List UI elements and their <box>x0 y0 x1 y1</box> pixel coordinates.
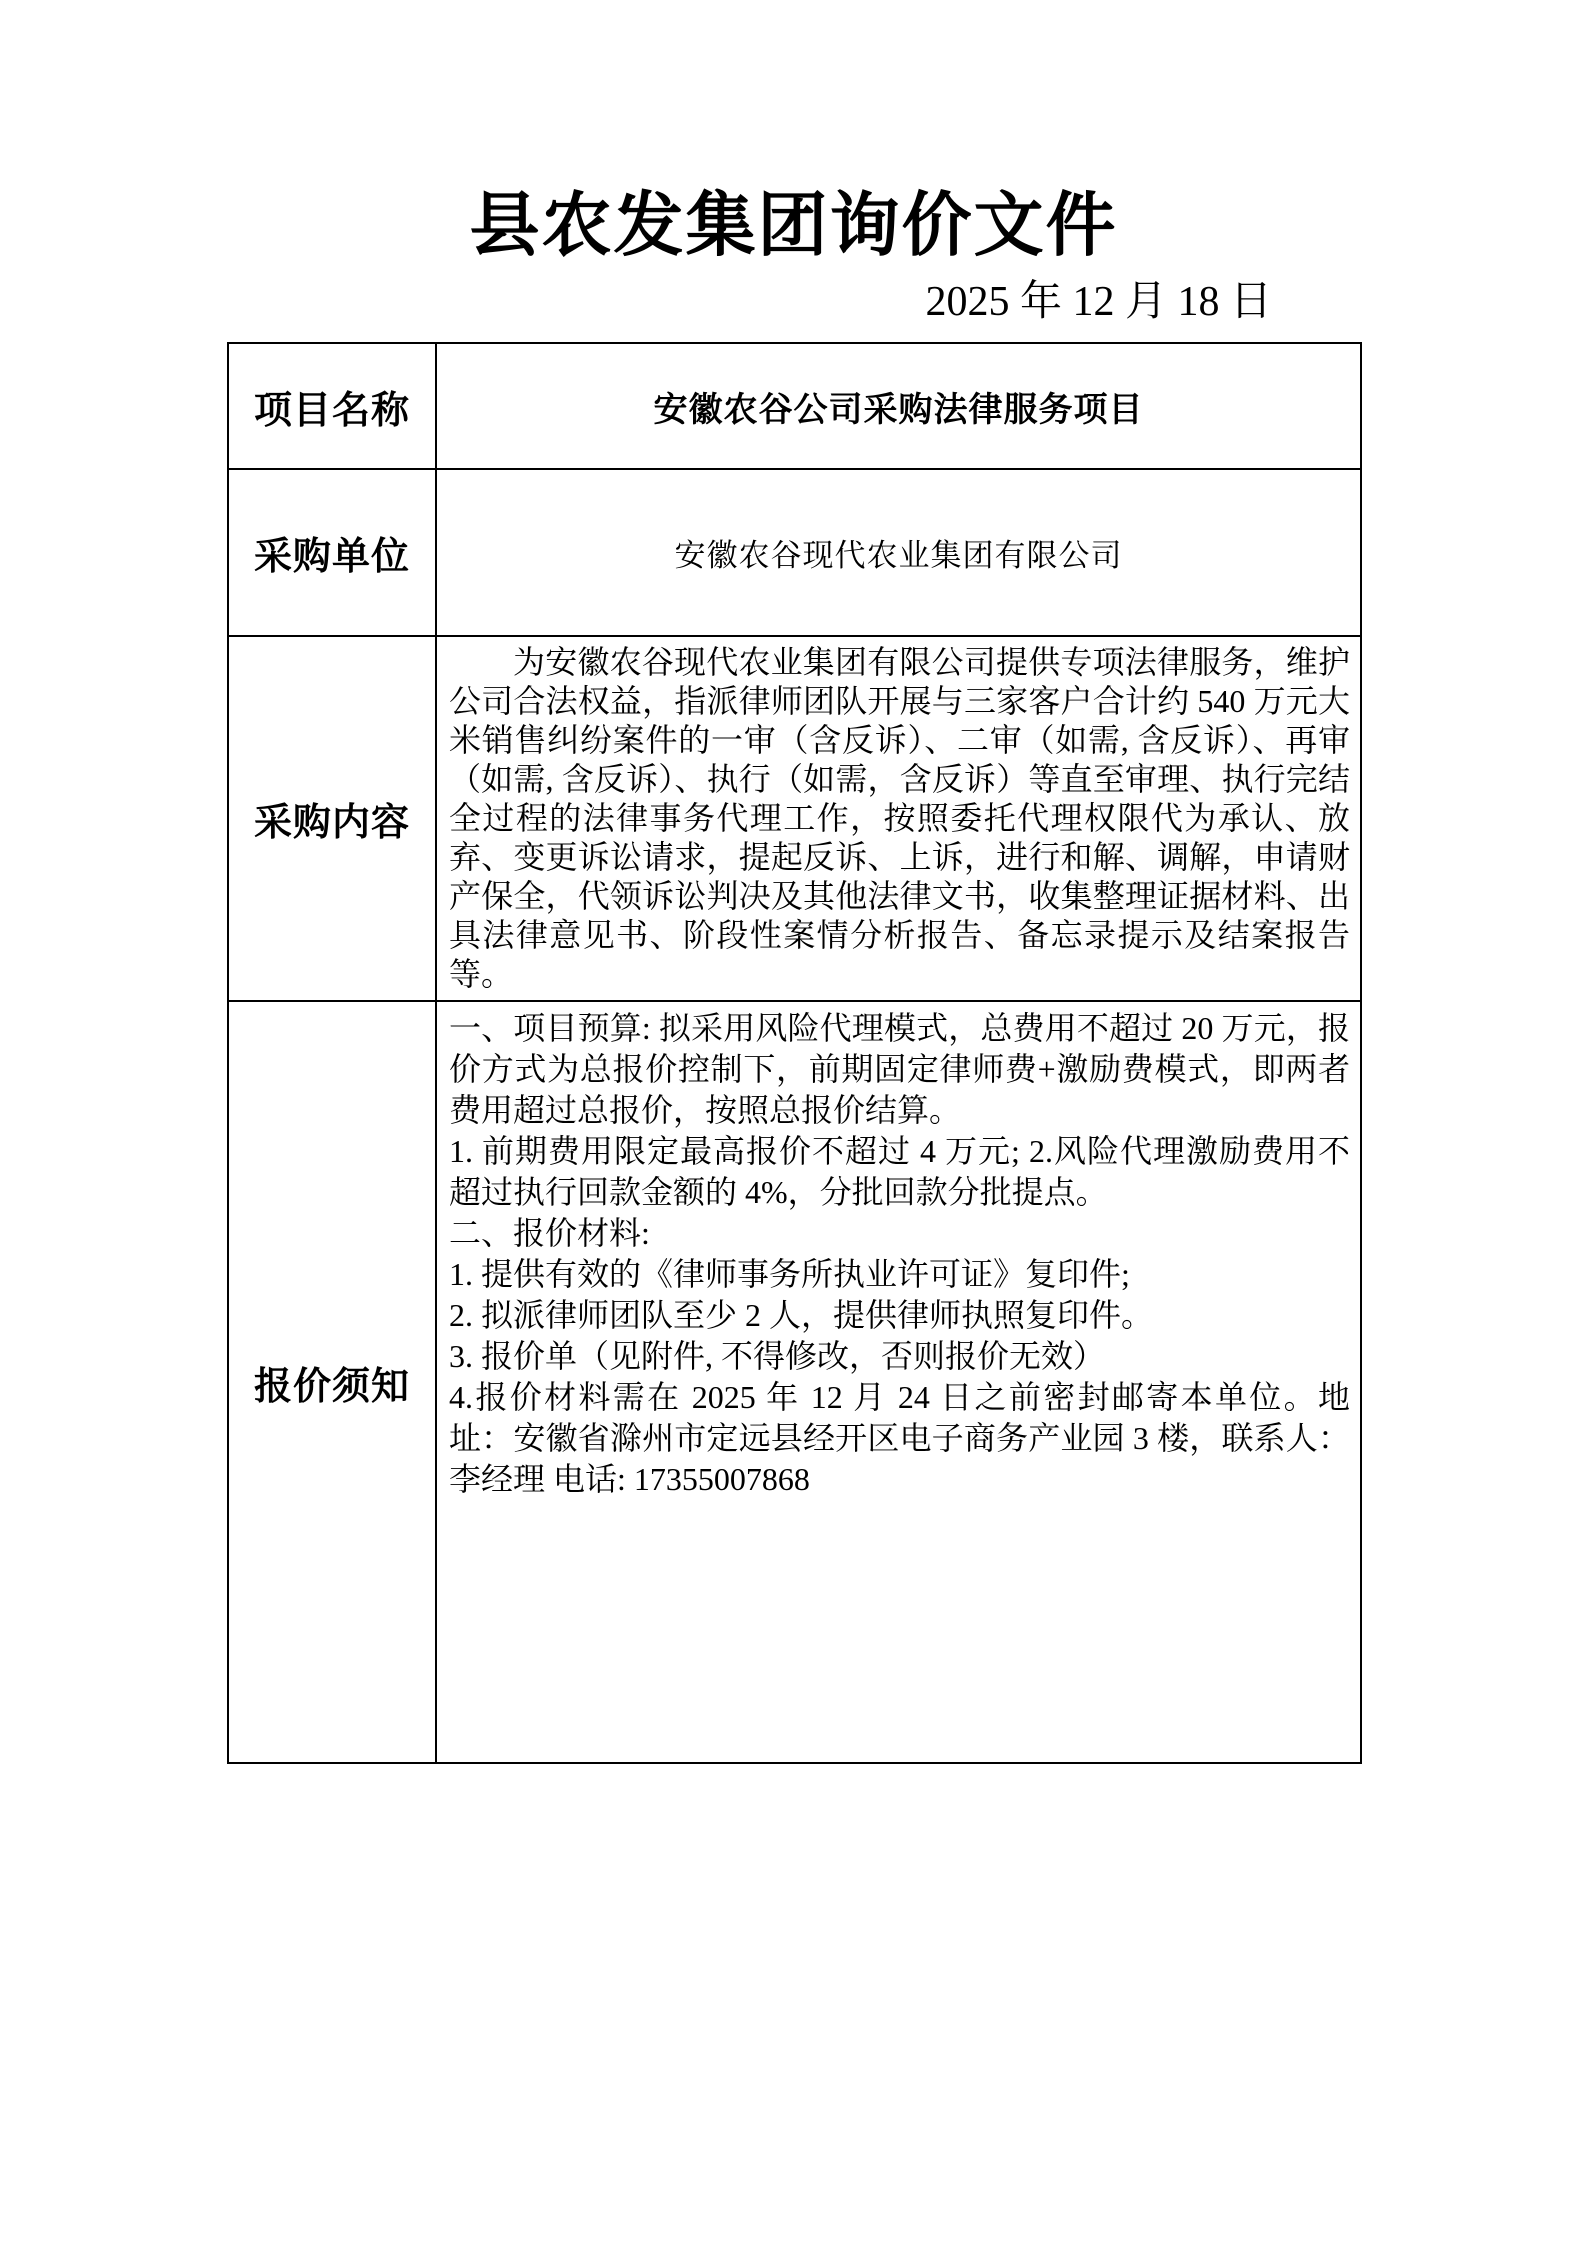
notice-paragraph-license-copy: 1. 提供有效的《律师事务所执业许可证》复印件; <box>449 1256 1130 1293</box>
project-name-value: 安徽农谷公司采购法律服务项目 <box>653 390 1144 429</box>
row-label-procurement-content: 采购内容 <box>228 636 436 1001</box>
row-label-quotation-notice: 报价须知 <box>228 1001 436 1763</box>
table-row-quotation-notice <box>228 1001 1361 1763</box>
inquiry-table <box>227 342 1362 1764</box>
procurement-content-paragraph: 为安徽农谷现代农业集团有限公司提供专项法律服务，维护公司合法权益，指派律师团队开展与三家客户合计约 540 万元大米销售纠纷案件的一审（含反诉）、二审（如需, 含反诉）、再审（如需, 含反诉）、执行（如需，含反诉）等直至审理、执行完结全过程的法律事务代理工作，按照委托代理权限代为承认、放弃、变更诉讼请求，提起反诉、上诉，进行和解、调解，申请财产保全，代领诉讼判决及其他法律文书，收集整理证据材料、出具法律意见书、阶段性案情分析报告、备忘录提示及结案报告等。 <box>449 644 1350 993</box>
notice-paragraph-fee-limits: 1. 前期费用限定最高报价不超过 4 万元; 2.风险代理激励费用不超过执行回款金额的 4%，分批回款分批提点。 <box>449 1133 1350 1211</box>
document-title: 县农发集团询价文件 <box>469 186 1118 264</box>
project-name-cell <box>436 343 1361 469</box>
table-row-purchaser <box>228 469 1361 636</box>
notice-paragraph-lawyer-team: 2. 拟派律师团队至少 2 人，提供律师执照复印件。 <box>449 1297 1154 1334</box>
quotation-notice-cell <box>436 1001 1361 1763</box>
notice-paragraph-budget: 一、项目预算: 拟采用风险代理模式，总费用不超过 20 万元，报价方式为总报价控制下，前期固定律师费+激励费模式，即两者费用超过总报价，按照总报价结算。 <box>449 1010 1350 1129</box>
notice-paragraph-materials-heading: 二、报价材料: <box>449 1215 650 1252</box>
purchaser-cell <box>436 469 1361 636</box>
row-label-project-name: 项目名称 <box>228 343 436 469</box>
notice-paragraph-mailing-address: 4.报价材料需在 2025 年 12 月 24 日之前密封邮寄本单位。地址：安徽省滁州市定远县经开区电子商务产业园 3 楼，联系人： 李经理 电话: 17355007868 <box>449 1379 1350 1498</box>
table-row-project-name <box>228 343 1361 469</box>
notice-paragraph-quotation-form: 3. 报价单（见附件, 不得修改，否则报价无效） <box>449 1338 1106 1375</box>
table-row-procurement-content <box>228 636 1361 1001</box>
row-label-purchaser: 采购单位 <box>228 469 436 636</box>
document-date: 2025 年 12 月 18 日 <box>925 279 1272 326</box>
procurement-content-cell <box>436 636 1361 1001</box>
purchaser-value: 安徽农谷现代农业集团有限公司 <box>674 538 1123 574</box>
